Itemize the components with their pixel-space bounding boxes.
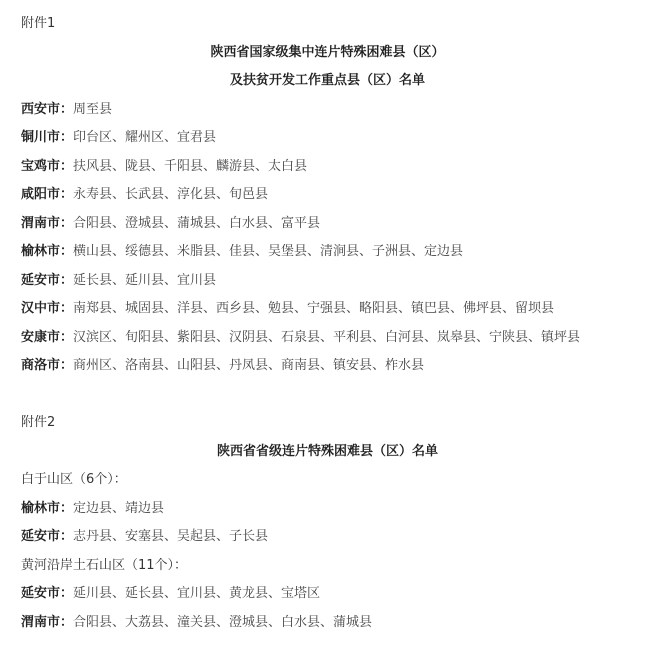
county-list: 永寿县、长武县、淳化县、旬邑县 [73, 187, 269, 202]
city-name: 汉中市： [21, 301, 74, 316]
city-name: 延安市： [21, 272, 74, 288]
list-item [21, 523, 655, 552]
city-name: 宝鸡市： [21, 158, 74, 174]
county-list: 合阳县、大荔县、潼关县、澄城县、白水县、蒲城县 [73, 614, 373, 630]
list-item [21, 181, 655, 210]
county-list: 印台区、耀州区、宜君县 [73, 130, 217, 145]
attachment2-title: 陕西省省级连片特殊困难县（区）名单 [216, 443, 438, 459]
county-list: 延川县、延长县、宜川县、黄龙县、宝塔区 [73, 586, 321, 601]
list-item [21, 609, 655, 638]
attachment1-title-line1: 陕西省国家级集中连片特殊困难县（区） [210, 44, 445, 60]
list-item [21, 238, 655, 267]
county-list: 合阳县、澄城县、蒲城县、白水县、富平县 [73, 215, 321, 231]
list-item [21, 210, 655, 239]
city-name: 延安市： [21, 586, 74, 601]
county-list: 扶风县、陇县、千阳县、麟游县、太白县 [73, 158, 308, 174]
list-item [21, 495, 655, 524]
county-list: 周至县 [73, 101, 113, 117]
city-name: 安康市： [21, 329, 74, 345]
city-name: 铜川市： [21, 130, 74, 145]
county-list: 志丹县、安塞县、吴起县、子长县 [73, 529, 269, 544]
list-item [21, 124, 655, 153]
county-list: 汉滨区、旬阳县、紫阳县、汉阴县、石泉县、平利县、白河县、岚皋县、宁陕县、镇坪县 [73, 329, 581, 345]
list-item [21, 580, 655, 609]
section-spacer [21, 381, 655, 410]
county-list: 南郑县、城固县、洋县、西乡县、勉县、宁强县、略阳县、镇巴县、佛坪县、留坝县 [73, 301, 555, 316]
city-name: 商洛市： [21, 358, 74, 373]
attachment1-label: 附件1 [21, 16, 56, 31]
list-item [21, 324, 655, 353]
region2-label: 黄河沿岸土石山区（11个）： [21, 557, 188, 573]
county-list: 横山县、绥德县、米脂县、佳县、吴堡县、清涧县、子洲县、定边县 [73, 244, 464, 259]
city-name: 咸阳市： [21, 187, 74, 202]
city-name: 西安市： [21, 101, 74, 117]
list-item [21, 153, 655, 182]
city-name: 榆林市： [21, 500, 74, 516]
county-list: 定边县、靖边县 [73, 500, 165, 516]
city-name: 延安市： [21, 529, 74, 544]
list-item [21, 267, 655, 296]
city-name: 渭南市： [21, 215, 74, 231]
list-item [21, 352, 655, 381]
attachment1-list [21, 96, 655, 381]
list-item [21, 295, 655, 324]
attachment2-label: 附件2 [21, 415, 56, 430]
county-list: 延长县、延川县、宜川县 [73, 272, 217, 288]
region1-label: 白于山区（6个）： [21, 472, 127, 487]
attachment1-title-line2: 及扶贫开发工作重点县（区）名单 [229, 73, 425, 88]
city-name: 渭南市： [21, 614, 74, 630]
city-name: 榆林市： [21, 244, 74, 259]
county-list: 商州区、洛南县、山阳县、丹凤县、商南县、镇安县、柞水县 [73, 358, 425, 373]
list-item [21, 96, 655, 125]
